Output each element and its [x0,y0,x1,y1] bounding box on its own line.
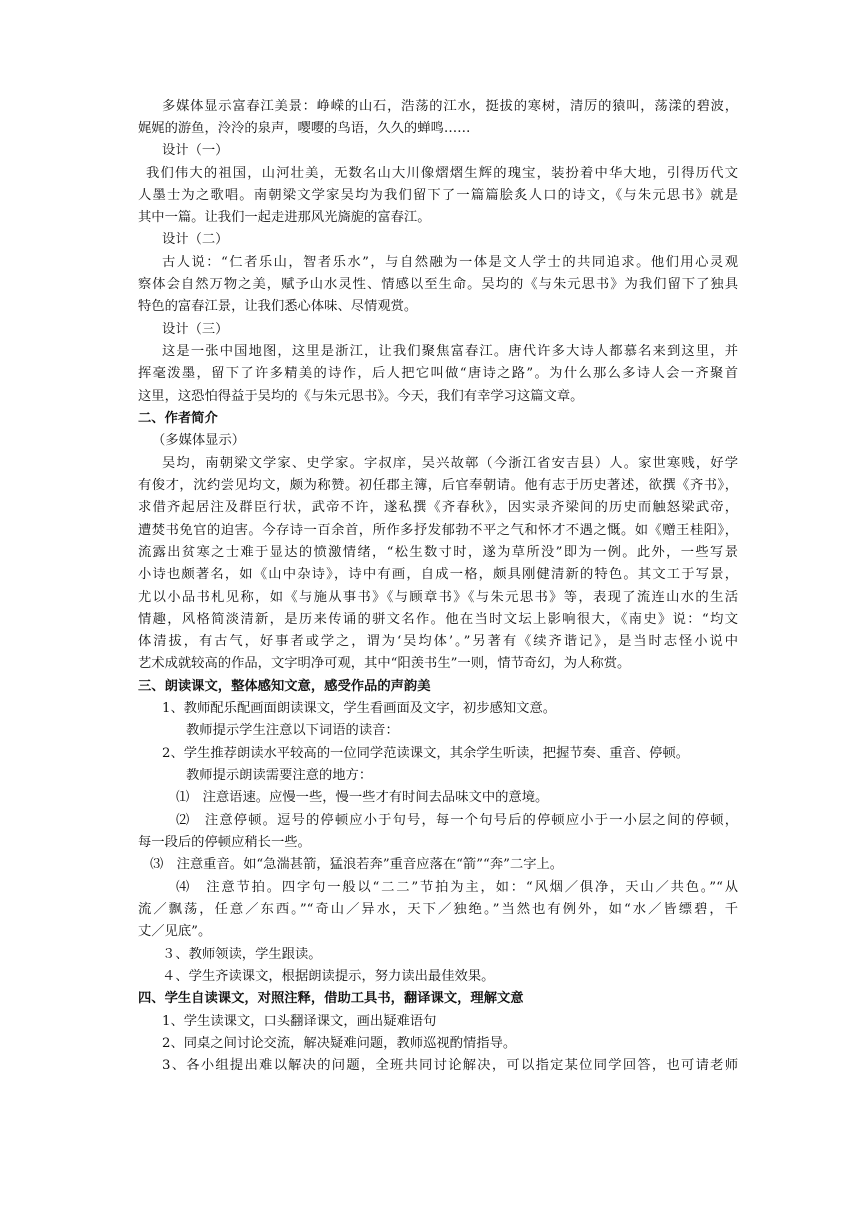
text-line: 其中一篇。让我们一起走进那风光旖旎的富春江。 [138,210,431,225]
text-line: 这里，这恐怕得益于吴均的《与朱元思书》。今天，我们有幸学习这篇文章。 [138,389,584,404]
text-line: 察体会自然万物之美，赋予山水灵性、情感以至生命。吴均的《与朱元思书》为我们留下了独具 [138,277,738,292]
text-line: 设计（三） [162,322,229,337]
text-line: 设计（二） [162,232,229,247]
text-line: ３、教师领读，学生跟读。 [162,947,322,962]
text-line: 多媒体显示富春江美景：峥嵘的山石，浩荡的江水，挺拔的寒树，清厉的猿叫，荡漾的碧波， [162,99,738,114]
text-line: 2、学生推荐朗读水平较高的一位同学范读课文，其余学生听读，把握节奏、重音、停顿。 [162,746,690,761]
section-heading: 四、学生自读课文，对照注释，借助工具书，翻译课文，理解文意 [138,991,524,1006]
text-line: 流露出贫寒之士难于显达的愤激情绪，“松生数寸时，遂为草所没”即为一例。此外，一些写景 [138,545,738,560]
text-line: 人墨士为之歌唱。南朝梁文学家吴均为我们留下了一篇篇脍炙人口的诗文，《与朱元思书》就是 [138,188,738,203]
text-line: 1、学生读课文，口头翻译课文，画出疑难语句 [162,1014,437,1029]
section-heading: 三、朗读课文，整体感知文意，感受作品的声韵美 [138,679,431,694]
text-line: ⑴ 注意语速。应慢一些，慢一些才有时间去品味文中的意境。 [176,790,549,805]
text-line: 3、各小组提出难以解决的问题，全班共同讨论解决，可以指定某位同学回答，也可请老师 [162,1058,738,1073]
text-line: 娓娓的游鱼，泠泠的泉声，嘤嘤的鸟语，久久的蝉鸣…… [138,121,471,136]
text-line: 1、教师配乐配画面朗读课文，学生看画面及文字，初步感知文意。 [162,701,557,716]
text-line: 尤以小品书札见称，如《与施从事书》《与顾章书》《与朱元思书》等，表现了流连山水的生活 [138,590,738,605]
text-line: 教师提示学生注意以下词语的读音： [186,723,399,738]
text-line: 设计（一） [162,143,229,158]
text-line: 我们伟大的祖国，山河壮美，无数名山大川像熠熠生辉的瑰宝，装扮着中华大地，引得历代文 [146,166,738,181]
text-line: 艺术成就较高的作品，文字明净可观，其中“阳羡书生”一则，情节奇幻，为人称赏。 [138,656,631,671]
text-line: 挥毫泼墨，留下了许多精美的诗作，后人把它叫做“唐诗之路”。为什么那么多诗人会一齐聚首 [138,366,738,381]
section-heading: 二、作者简介 [138,411,218,426]
text-line: 流／飘荡，任意／东西。”“奇山／异水，天下／独绝。”当然也有例外，如“水／皆缥碧，千 [138,902,738,917]
text-line: ⑶ 注意重音。如“急湍甚箭，猛浪若奔”重音应落在“箭”“奔”二字上。 [150,857,564,872]
text-line: 吴均，南朝梁文学家、史学家。字叔庠，吴兴故鄣（今浙江省安吉县）人。家世寒贱，好学 [162,456,738,471]
text-line: 教师提示朗读需要注意的地方： [186,768,373,783]
text-line: 小诗也颇著名，如《山中杂诗》，诗中有画，自成一格，颇具刚健清新的特色。其文工于写景， [138,567,738,582]
text-line: 体清拔，有古气，好事者或学之，谓为‘吴均体’。”另著有《续齐谐记》，是当时志怪小说中 [138,634,738,649]
text-line: 古人说：“仁者乐山，智者乐水”，与自然融为一体是文人学士的共同追求。他们用心灵观 [162,255,738,270]
text-line: 2、同桌之间讨论交流，解决疑难问题，教师巡视酌情指导。 [162,1036,517,1051]
text-line: ４、学生齐读课文，根据朗读提示，努力读出最佳效果。 [162,969,495,984]
text-line: 每一段后的停顿应稍长一些。 [138,835,311,850]
text-line: 求借齐起居注及群臣行状，武帝不许，遂私撰《齐春秋》，因实录齐梁间的历史而触怒梁武帝， [138,500,738,515]
text-line: 遭焚书免官的迫害。今存诗一百余首，所作多抒发郁勃不平之气和怀才不遇之慨。如《赠王桂阳》， [138,523,738,538]
text-line: 特色的富春江景，让我们悉心体味、尽情观赏。 [138,299,418,314]
text-line: （多媒体显示） [152,433,246,448]
text-line: 有俊才，沈约尝见均文，颇为称赞。初任郡主簿，后官奉朝请。他有志于历史著述，欲撰《齐书》， [138,478,738,493]
text-line: 情趣，风格简淡清新，是历来传诵的骈文名作。他在当时文坛上影响很大，《南史》说：“均文 [138,612,738,627]
text-line: ⑵ 注意停顿。逗号的停顿应小于句号，每一个句号后的停顿应小于一小层之间的停顿， [176,813,738,828]
text-line: ⑷ 注意节拍。四字句一般以“二二”节拍为主，如：“风烟／俱净，天山／共色。”“从 [176,880,738,895]
text-line: 这是一张中国地图，这里是浙江，让我们聚焦富春江。唐代许多大诗人都慕名来到这里，并 [162,344,738,359]
text-line: 丈／见底”。 [138,924,212,939]
